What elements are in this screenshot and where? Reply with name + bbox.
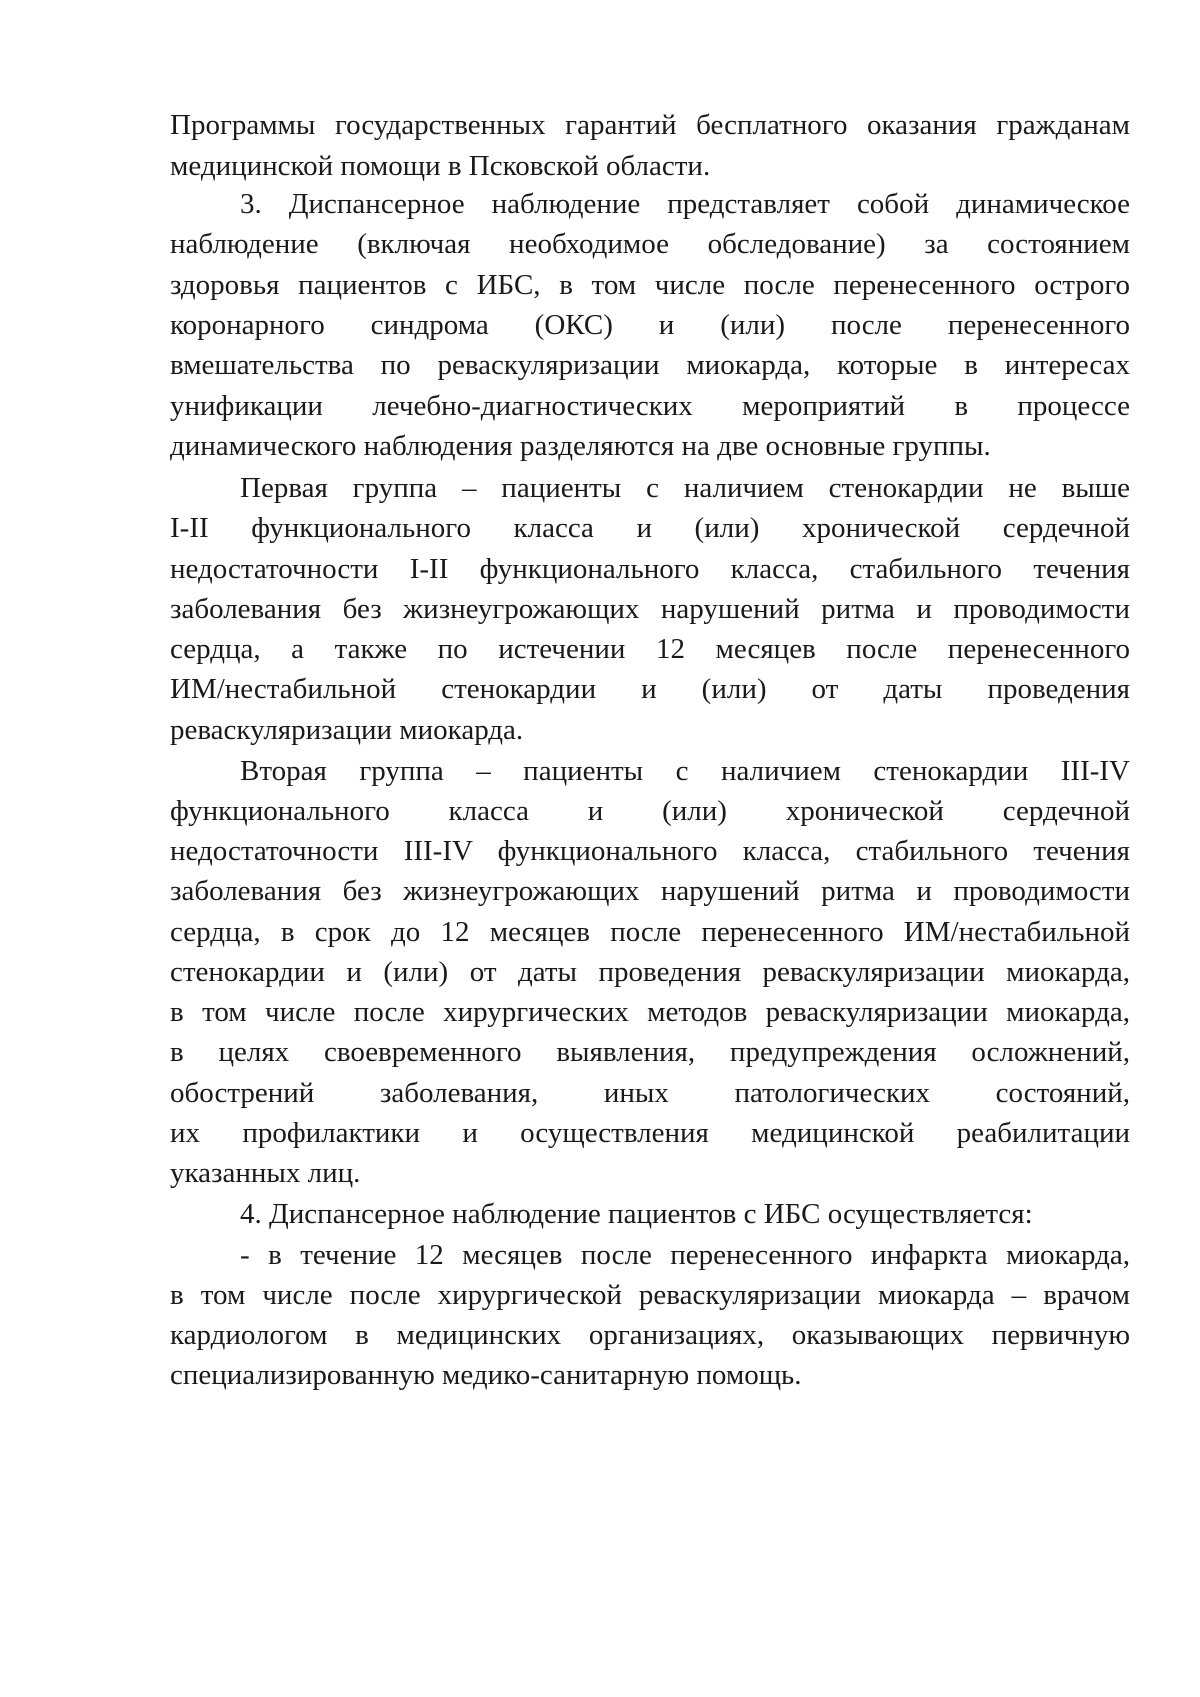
text-line: сердца, а также по истечении 12 месяцев после перенесенного	[170, 633, 1130, 665]
text-line: обострений заболевания, иных патологических состояний,	[170, 1077, 1130, 1109]
text-line: указанных лиц.	[170, 1157, 361, 1189]
text-line: их профилактики и осуществления медицинской реабилитации	[170, 1117, 1130, 1149]
text-line: заболевания без жизнеугрожающих нарушений ритма и проводимости	[170, 593, 1130, 625]
text-line: унификации лечебно-диагностических мероприятий в процессе	[170, 390, 1130, 422]
text-line: Вторая группа – пациенты с наличием стенокардии III-IV	[240, 755, 1130, 787]
text-line: динамического наблюдения разделяются на две основные группы.	[170, 430, 991, 462]
text-line: коронарного синдрома (ОКС) и (или) после перенесенного	[170, 309, 1130, 341]
text-line: Программы государственных гарантий бесплатного оказания гражданам	[170, 109, 1130, 141]
text-line: наблюдение (включая необходимое обследование) за состоянием	[170, 228, 1130, 260]
text-line: реваскуляризации миокарда.	[170, 714, 524, 746]
text-line: специализированную медико-санитарную помощь.	[170, 1359, 802, 1391]
text-line: функционального класса и (или) хронической сердечной	[170, 795, 1130, 827]
text-line: I-II функционального класса и (или) хронической сердечной	[170, 512, 1130, 544]
text-line: стенокардии и (или) от даты проведения реваскуляризации миокарда,	[170, 956, 1130, 988]
text-line: заболевания без жизнеугрожающих нарушений ритма и проводимости	[170, 875, 1130, 907]
text-line: - в течение 12 месяцев после перенесенного инфаркта миокарда,	[240, 1239, 1130, 1271]
text-line: в том числе после хирургической реваскуляризации миокарда – врачом	[170, 1279, 1130, 1311]
text-line: медицинской помощи в Псковской области.	[170, 150, 711, 182]
text-line: 3. Диспансерное наблюдение представляет собой динамическое	[240, 188, 1130, 220]
text-line: в целях своевременного выявления, предупреждения осложнений,	[170, 1036, 1130, 1068]
text-line: здоровья пациентов с ИБС, в том числе после перенесенного острого	[170, 269, 1130, 301]
text-line: в том числе после хирургических методов реваскуляризации миокарда,	[170, 996, 1130, 1028]
text-line: 4. Диспансерное наблюдение пациентов с ИБС осуществляется:	[240, 1198, 1033, 1230]
text-line: сердца, в срок до 12 месяцев после перенесенного ИМ/нестабильной	[170, 916, 1130, 948]
text-line: ИМ/нестабильной стенокардии и (или) от даты проведения	[170, 673, 1130, 705]
text-line: кардиологом в медицинских организациях, оказывающих первичную	[170, 1319, 1130, 1351]
text-line: Первая группа – пациенты с наличием стенокардии не выше	[240, 472, 1130, 504]
text-line: недостаточности III-IV функционального класса, стабильного течения	[170, 835, 1130, 867]
text-line: вмешательства по реваскуляризации миокарда, которые в интересах	[170, 349, 1130, 381]
text-line: недостаточности I-II функционального класса, стабильного течения	[170, 553, 1130, 585]
